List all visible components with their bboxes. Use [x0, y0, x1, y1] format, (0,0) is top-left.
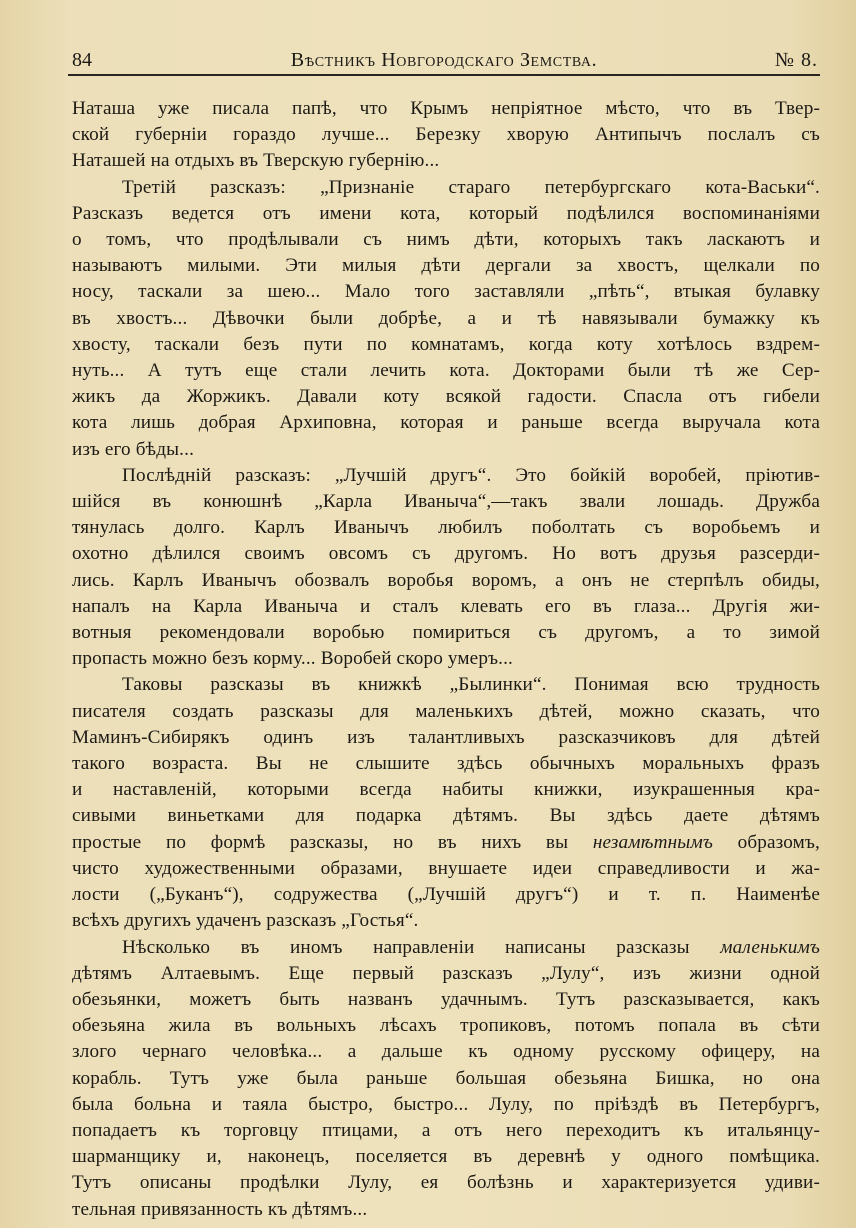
text-line [72, 332, 820, 358]
text-line [72, 541, 820, 567]
text-line [72, 961, 820, 987]
text-line [72, 1092, 820, 1118]
text-run: Послѣдній разсказъ: „Лучшій другъ“. Это бойкій воробей, пріютив- [122, 464, 820, 486]
text-run: нуть... А тутъ еще стали лечить кота. Докторами были тѣ же Сер- [72, 360, 820, 382]
text-line [72, 515, 820, 541]
text-line [72, 279, 820, 305]
text-line [72, 96, 820, 122]
text-run: пропасть можно безъ корму... Воробей скоро умеръ... [72, 648, 514, 670]
body-text [72, 96, 820, 1223]
text-run: напалъ на Карла Иваныча и сталъ клевать его въ глаза... Другія жи- [72, 595, 820, 617]
text-line [72, 568, 820, 594]
text-run: хвосту, таскали безъ пути по комнатамъ, когда коту хотѣлось вздрем- [72, 333, 820, 355]
page-number: 84 [72, 49, 92, 71]
text-run: Таковы разсказы въ книжкѣ „Былинки“. Понимая всю трудность [122, 674, 820, 696]
text-line [72, 437, 820, 463]
text-line [72, 148, 820, 174]
text-line [72, 699, 820, 725]
text-line [72, 175, 820, 201]
text-run: писателя создать разсказы для маленькихъ дѣтей, можно сказать, что [72, 700, 820, 722]
text-line [72, 201, 820, 227]
text-run: жикъ да Жоржикъ. Давали коту всякой гадости. Спасла отъ гибели [72, 386, 820, 408]
text-run: кота лишь добрая Архиповна, которая и раньше всегда выручала кота [72, 412, 820, 434]
text-line [72, 306, 820, 332]
text-line [72, 463, 820, 489]
text-line [72, 856, 820, 882]
text-run: такого возраста. Вы не слышите здѣсь обычныхъ моральныхъ фразъ [72, 753, 820, 775]
text-run: шійся въ конюшнѣ „Карла Иваныча“,—такъ звали лошадь. Дружба [72, 491, 820, 513]
text-run: лись. Карлъ Иванычъ обозвалъ воробья воромъ, а онъ не стерпѣлъ обиды, [72, 569, 820, 591]
text-line [72, 908, 820, 934]
text-run: Разсказъ ведется отъ имени кота, который подѣлился воспоминаніями [72, 202, 820, 224]
text-line [72, 358, 820, 384]
text-run: образомъ, [712, 831, 820, 853]
text-run: шарманщику и, наконецъ, поселяется въ деревнѣ у одного помѣщика. [72, 1146, 820, 1168]
text-run: носу, таскали за шею... Мало того заставляли „пѣть“, втыкая булавку [72, 281, 820, 303]
running-header [68, 46, 820, 74]
text-run: всѣхъ другихъ удаченъ разсказъ „Гостья“. [72, 910, 419, 932]
text-line [72, 489, 820, 515]
text-line [72, 620, 820, 646]
text-line [72, 1013, 820, 1039]
text-line [72, 384, 820, 410]
text-run: корабль. Тутъ уже была раньше большая обезьяна Бишка, но она [72, 1067, 820, 1089]
text-line [72, 1039, 820, 1065]
text-run: обезьянки, можетъ быть названъ удачнымъ. Тутъ разсказывается, какъ [72, 988, 820, 1010]
issue-number: № 8. [774, 49, 818, 71]
text-run: попадаетъ къ торговцу птицами, а отъ него переходитъ къ итальянцу- [72, 1119, 820, 1141]
text-run: называютъ милыми. Эти милыя дѣти дергали за хвостъ, щелкали по [72, 255, 820, 277]
text-line [72, 1170, 820, 1196]
text-line [72, 751, 820, 777]
text-run: чисто художественными образами, внушаете идеи справедливости и жа- [72, 857, 820, 879]
text-line [72, 672, 820, 698]
text-run: вотныя рекомендовали воробью помириться съ другомъ, а то зимой [72, 622, 820, 644]
text-run: злого чернаго человѣка... а дальше къ одному русскому офицеру, на [72, 1041, 820, 1063]
text-line [72, 987, 820, 1013]
text-run: обезьяна жила въ вольныхъ лѣсахъ тропиковъ, потомъ попала въ сѣти [72, 1015, 820, 1037]
italic-emphasis: незамѣтнымъ [592, 831, 713, 853]
text-run: простые по формѣ разсказы, но въ нихъ вы [72, 831, 593, 853]
text-run: охотно дѣлился своимъ овсомъ съ другомъ. Но вотъ друзья разсерди- [72, 543, 820, 565]
text-line [72, 1066, 820, 1092]
text-line [72, 410, 820, 436]
text-line [72, 935, 820, 961]
text-run: тянулась долго. Карлъ Иванычъ любилъ поболтать съ воробьемъ и [72, 517, 820, 539]
text-run: Нѣсколько въ иномъ направленіи написаны разсказы [122, 936, 721, 958]
text-line [72, 1197, 820, 1223]
text-line [72, 646, 820, 672]
text-run: изъ его бѣды... [72, 438, 195, 460]
header-rule [68, 74, 820, 76]
text-run: о томъ, что продѣлывали съ нимъ дѣти, которыхъ такъ ласкаютъ и [72, 229, 820, 251]
text-line [72, 594, 820, 620]
text-line [72, 227, 820, 253]
text-line [72, 830, 820, 856]
text-run: лости („Буканъ“), содружества („Лучшій другъ“) и т. п. Наименѣе [72, 884, 820, 906]
text-run: ской губерніи гораздо лучше... Березку хворую Антипычъ послалъ съ [72, 124, 820, 146]
text-line [72, 725, 820, 751]
text-line [72, 1118, 820, 1144]
text-run: и наставленій, которыми всегда набиты книжки, изукрашенныя кра- [72, 779, 820, 801]
text-run: дѣтямъ Алтаевымъ. Еще первый разсказъ „Лулу“, изъ жизни одной [72, 962, 820, 984]
journal-title: Вѣстникъ Новгородскаго Земства. [290, 49, 598, 71]
text-run: Тутъ описаны продѣлки Лулу, ея болѣзнь и характеризуется удиви- [72, 1172, 820, 1194]
text-line [72, 882, 820, 908]
text-line [72, 253, 820, 279]
text-line [72, 803, 820, 829]
text-run: въ хвостъ... Дѣвочки были добрѣе, а и тѣ навязывали бумажку къ [72, 307, 820, 329]
italic-emphasis: маленькимъ [720, 936, 820, 958]
text-run: Наташа уже писала папѣ, что Крымъ непріятное мѣсто, что въ Твер- [72, 98, 820, 119]
text-run: Наташей на отдыхъ въ Тверскую губернію... [72, 150, 440, 172]
text-line [72, 777, 820, 803]
text-run: была больна и таяла быстро, быстро... Лулу, по пріѣздѣ въ Петербургъ, [72, 1093, 820, 1115]
text-line [72, 122, 820, 148]
text-run: сивыми виньетками для подарка дѣтямъ. Вы здѣсь даете дѣтямъ [72, 805, 820, 827]
text-run: тельная привязанность къ дѣтямъ... [72, 1198, 368, 1220]
text-run: Третій разсказъ: „Признаніе стараго петербургскаго кота-Васьки“. [122, 176, 820, 198]
text-run: Маминъ-Сибирякъ одинъ изъ талантливыхъ разсказчиковъ для дѣтей [72, 726, 820, 748]
text-line [72, 1144, 820, 1170]
